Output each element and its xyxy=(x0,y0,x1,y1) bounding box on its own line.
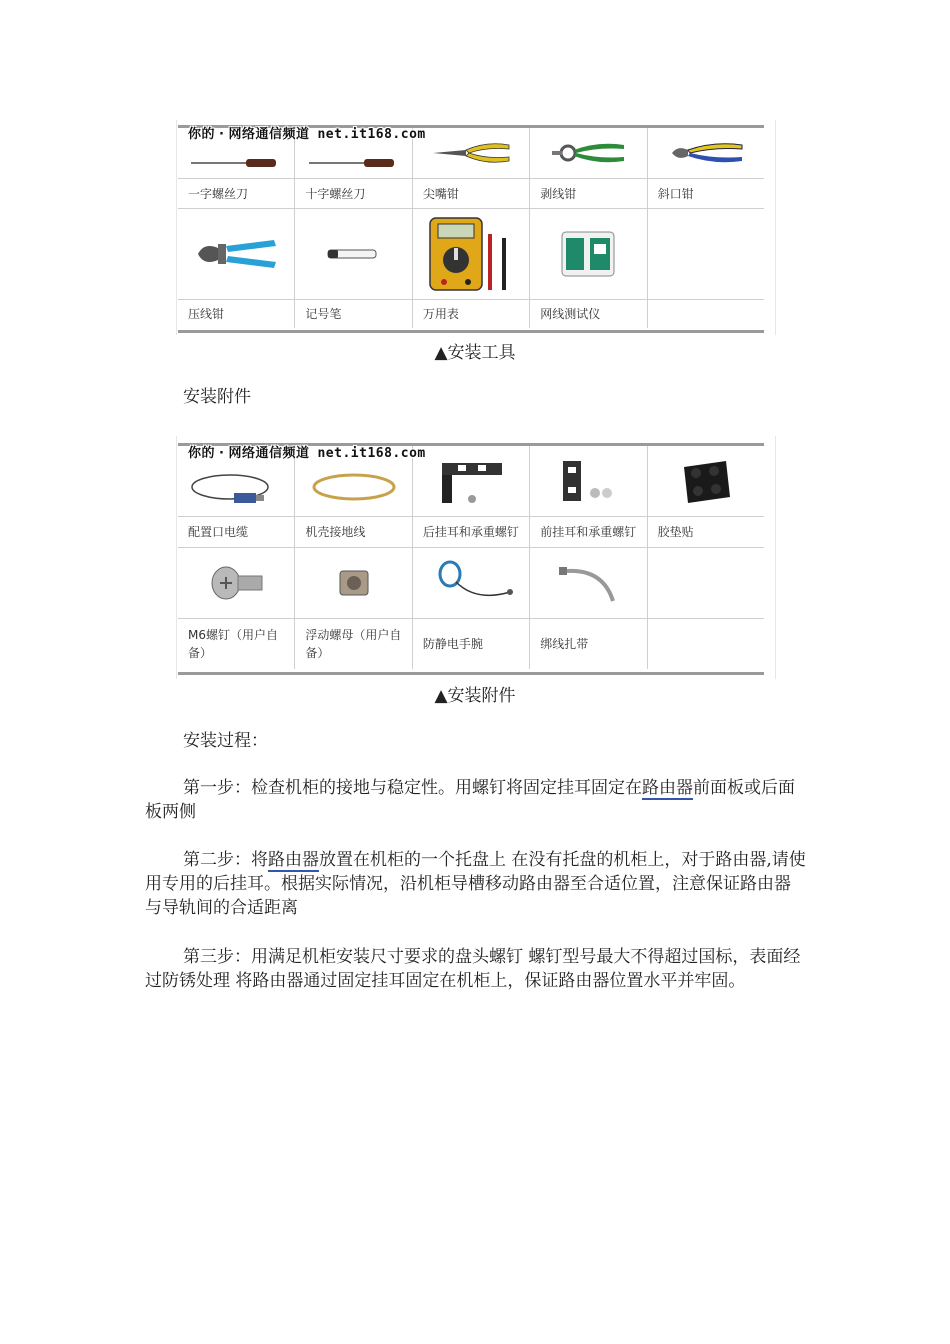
watermark-brand: 你的 xyxy=(188,127,216,142)
tool-label: 剥线钳 xyxy=(540,186,577,201)
diagonal-cutter-image xyxy=(647,128,764,178)
router-link[interactable]: 路由器 xyxy=(268,850,319,870)
m6-screw-image xyxy=(178,548,294,618)
front-bracket-image xyxy=(529,446,646,516)
multimeter-image xyxy=(412,209,529,299)
step-3-paragraph xyxy=(145,945,807,993)
tool-label: 尖嘴钳 xyxy=(422,186,459,201)
watermark: 你的 · 网络通信频道 net.it168.com xyxy=(188,127,426,142)
router-link[interactable]: 路由器 xyxy=(642,778,693,798)
accessory-label: 绑线扎带 xyxy=(540,637,589,651)
tools-label-row-1 xyxy=(178,179,764,209)
watermark-url: net.it168.com xyxy=(317,446,426,461)
accessory-label: 前挂耳和承重螺钉 xyxy=(540,525,637,539)
tool-cell xyxy=(647,179,764,208)
accessory-label: 后挂耳和承重螺钉 xyxy=(422,525,519,539)
watermark: 你的 · 网络通信频道 net.it168.com xyxy=(188,446,426,461)
accessory-cell xyxy=(529,619,646,669)
accessory-label: 防静电手腕 xyxy=(422,637,483,651)
step-1-text: 第一步：检查机柜的接地与稳定性。用螺钉将固定挂耳固定在 xyxy=(183,778,642,798)
accessories-image-row-2 xyxy=(178,548,764,619)
accessories-table xyxy=(178,443,764,675)
needle-nose-pliers-image xyxy=(412,128,529,178)
tool-label: 记号笔 xyxy=(305,307,342,321)
crimping-tool-image xyxy=(178,209,294,299)
tool-cell xyxy=(529,179,646,208)
accessory-label: 胶垫贴 xyxy=(657,525,694,539)
tools-image-row-2 xyxy=(178,209,764,300)
accessory-cell xyxy=(178,517,294,547)
tool-label: 一字螺丝刀 xyxy=(188,186,249,201)
step-2-text: 第二步：将 xyxy=(183,850,268,870)
rubber-pads-image xyxy=(647,446,764,516)
tool-label: 斜口钳 xyxy=(657,186,694,201)
marker-pen-image xyxy=(294,209,411,299)
tool-cell xyxy=(647,300,764,328)
accessory-label: 配置口电缆 xyxy=(188,525,249,539)
tool-cell xyxy=(294,300,411,328)
tool-cell xyxy=(529,300,646,328)
tool-label: 网线测试仪 xyxy=(540,307,601,321)
step-2-paragraph xyxy=(145,848,807,920)
step-2-text-end: 放置在机柜的一个托盘上 在没有托盘的机柜上，对于路由器,请使用专用的后挂耳。根据实际情况，沿机柜导槽移动路由器至合适位置，注意保证路由器与导轨间的合适距离 xyxy=(145,850,806,918)
accessory-cell xyxy=(529,517,646,547)
accessories-caption: ▲安装附件 xyxy=(434,686,516,706)
accessory-label: 机壳接地线 xyxy=(305,525,366,539)
accessories-figure xyxy=(176,436,776,679)
tool-cell xyxy=(412,179,529,208)
accessory-cell xyxy=(647,619,764,669)
esd-wrist-strap-image xyxy=(412,548,529,618)
tool-cell xyxy=(178,300,294,328)
tool-label: 万用表 xyxy=(422,307,459,321)
watermark-channel: 网络通信频道 xyxy=(228,446,310,461)
accessory-cell xyxy=(412,619,529,669)
tools-table xyxy=(178,125,764,333)
cage-nut-image xyxy=(294,548,411,618)
tools-caption: ▲安装工具 xyxy=(434,343,516,363)
cable-tie-image xyxy=(529,548,646,618)
tool-cell xyxy=(412,300,529,328)
process-heading-text: 安装过程： xyxy=(183,731,268,751)
accessory-cell xyxy=(294,517,411,547)
accessory-cell xyxy=(294,619,411,669)
step-1-text-end: 前面板或后面板两侧 xyxy=(145,778,795,822)
cable-tester-image xyxy=(529,209,646,299)
empty-cell xyxy=(647,209,764,299)
process-heading xyxy=(145,729,807,753)
watermark-channel: 网络通信频道 xyxy=(228,127,310,142)
empty-cell xyxy=(647,548,764,618)
accessory-label: M6螺钉（用户自备） xyxy=(188,628,278,660)
accessories-label-row-2 xyxy=(178,619,764,669)
accessories-heading-text: 安装附件 xyxy=(183,387,251,407)
accessories-heading xyxy=(145,385,807,409)
tool-label: 十字螺丝刀 xyxy=(305,186,366,201)
step-3-text: 第三步：用满足机柜安装尺寸要求的盘头螺钉 螺钉型号最大不得超过国标，表面经过防锈处理 将路由器通过固定挂耳固定在机柜上，保证路由器位置水平并牢固。 xyxy=(145,947,801,991)
step-1-paragraph xyxy=(145,776,807,824)
accessory-label: 浮动螺母（用户自备） xyxy=(305,628,402,660)
accessory-cell xyxy=(178,619,294,669)
accessory-cell xyxy=(412,517,529,547)
tool-label: 压线钳 xyxy=(188,307,225,321)
watermark-brand: 你的 xyxy=(188,446,216,461)
tool-cell xyxy=(294,179,411,208)
rear-bracket-image xyxy=(412,446,529,516)
tool-cell xyxy=(178,179,294,208)
wire-stripper-image xyxy=(529,128,646,178)
accessories-label-row-1 xyxy=(178,517,764,548)
watermark-url: net.it168.com xyxy=(317,127,426,142)
tools-figure xyxy=(176,120,776,335)
tools-label-row-2 xyxy=(178,300,764,328)
accessory-cell xyxy=(647,517,764,547)
